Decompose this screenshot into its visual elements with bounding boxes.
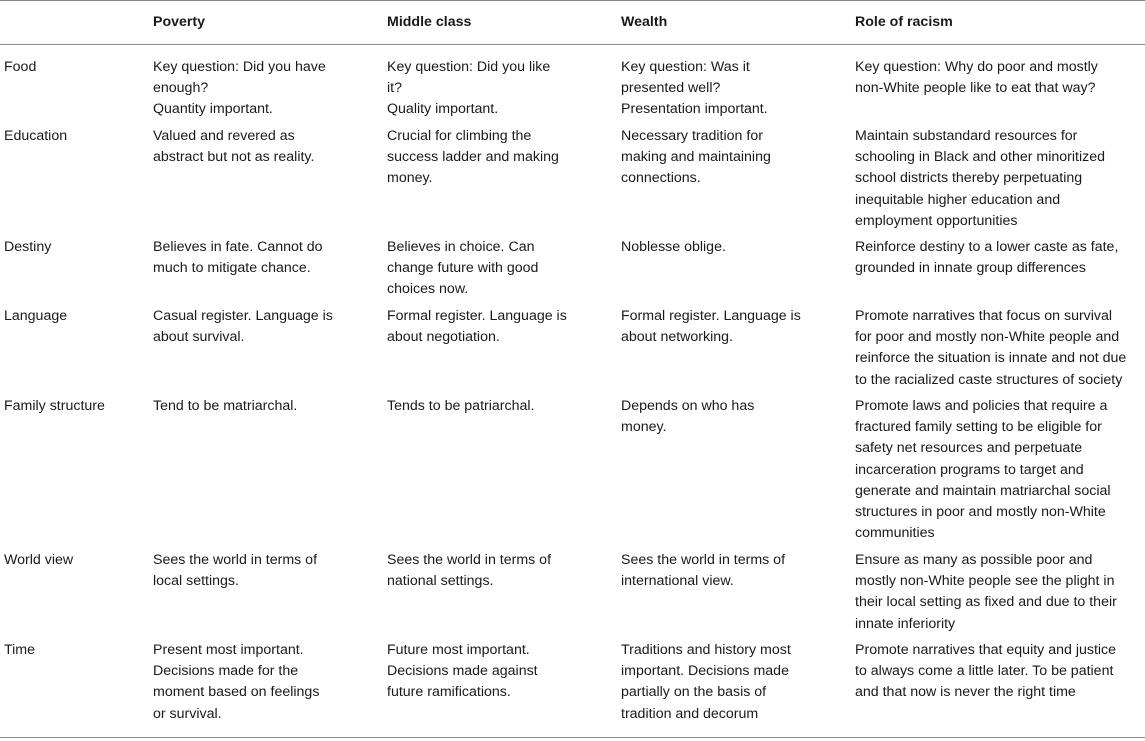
cell-role-of-racism: Reinforce destiny to a lower caste as fate, grounded in innate group differences [855,239,1119,277]
cell-wealth: Noblesse oblige. [621,239,726,255]
cell-wealth: Formal register. Language is about networking. [621,308,801,346]
cell-poverty: Present most important. Decisions made for the moment based on feelings or survival. [153,642,320,722]
cell-middle-class: Crucial for climbing the success ladder and making money. [387,128,559,187]
cell-middle-class: Formal register. Language is about negotiation. [387,308,567,346]
cell-poverty: Key question: Did you have enough? Quantity important. [153,59,326,118]
cell-middle-class: Tends to be patriarchal. [387,398,535,414]
header-wealth: Wealth [621,14,668,30]
cell-middle-class: Sees the world in terms of national settings. [387,552,552,590]
header-role-of-racism: Role of racism [855,14,953,30]
cell-role-of-racism: Promote laws and policies that require a fractured family setting to be eligible for safety net resources and perpetuate incarceration programs to target and generate and maintain matriarchal social structures in poor and mostly non-White communities [855,398,1111,542]
cell-wealth: Necessary tradition for making and maintaining connections. [621,128,771,187]
cell-wealth: Depends on who has money. [621,398,755,436]
cell-wealth: Sees the world in terms of international view. [621,552,786,590]
cell-poverty: Tend to be matriarchal. [153,398,298,414]
header-rule [0,44,1145,45]
cell-poverty: Sees the world in terms of local settings. [153,552,318,590]
row-label: Destiny [4,239,52,255]
cell-poverty: Valued and revered as abstract but not as reality. [153,128,315,166]
row-label: World view [4,552,74,568]
header-poverty: Poverty [153,14,206,30]
row-label: Food [4,59,37,75]
table-bottom-rule [0,737,1145,738]
cell-wealth: Key question: Was it presented well? Presentation important. [621,59,768,118]
cell-middle-class: Future most important. Decisions made against future ramifications. [387,642,538,701]
header-middle-class: Middle class [387,14,472,30]
cell-role-of-racism: Key question: Why do poor and mostly non-White people like to eat that way? [855,59,1098,97]
cell-role-of-racism: Promote narratives that equity and justice to always come a little later. To be patient and that now is never the right time [855,642,1117,701]
row-label: Family structure [4,398,105,414]
cell-middle-class: Key question: Did you like it? Quality important. [387,59,551,118]
table-top-rule [0,0,1145,1]
cell-poverty: Believes in fate. Cannot do much to mitigate chance. [153,239,323,277]
table-header-row [0,12,1145,36]
row-label: Education [4,128,68,144]
cell-poverty: Casual register. Language is about survival. [153,308,333,346]
cell-role-of-racism: Promote narratives that focus on survival for poor and mostly non-White people and reinforce the situation is innate and not due to the racialized caste structures of society [855,308,1127,388]
row-label: Time [4,642,36,658]
cell-role-of-racism: Ensure as many as possible poor and mostly non-White people see the plight in their local setting as fixed and due to their innate inferiority [855,552,1117,632]
cell-role-of-racism: Maintain substandard resources for schooling in Black and other minoritized school districts thereby perpetuating inequitable higher education and employment opportunities [855,128,1105,229]
row-label: Language [4,308,68,324]
cell-middle-class: Believes in choice. Can change future with good choices now. [387,239,539,298]
cell-wealth: Traditions and history most important. Decisions made partially on the basis of tradition and decorum [621,642,791,722]
